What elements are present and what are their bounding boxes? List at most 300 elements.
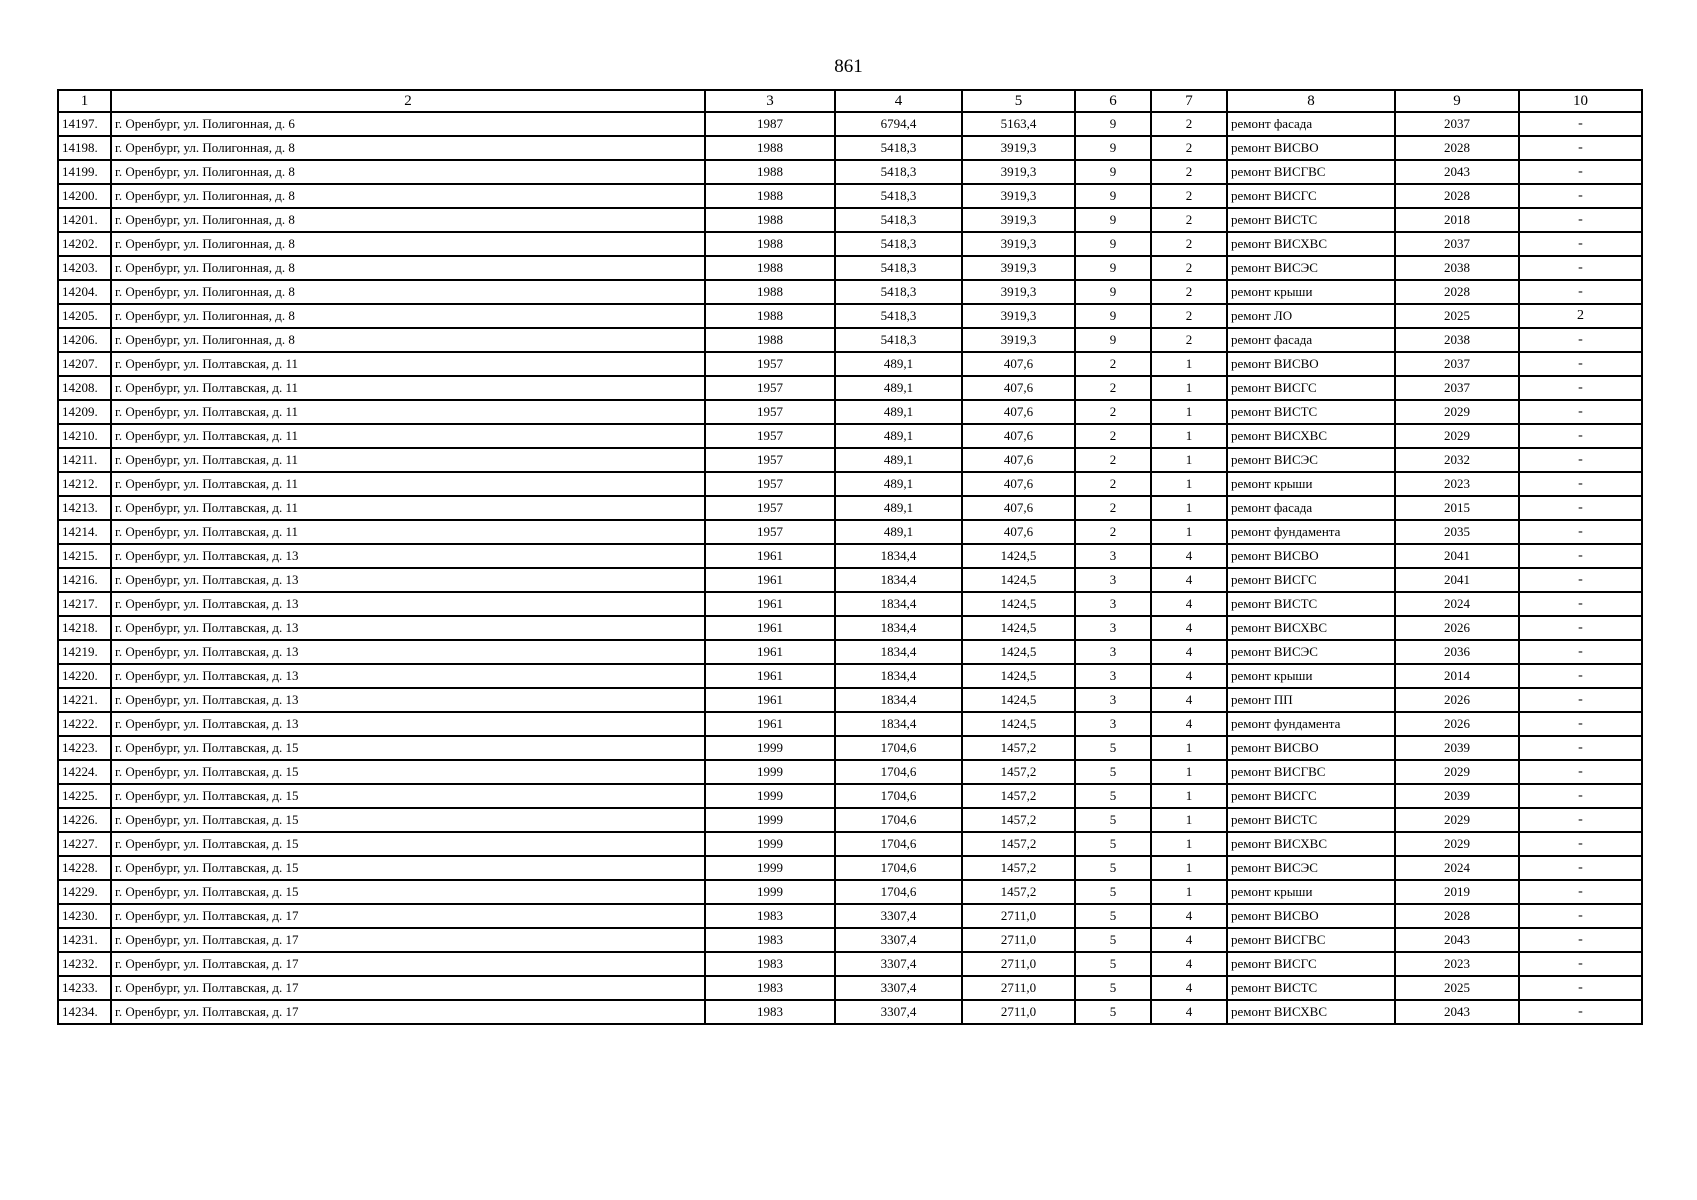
- build-year-cell: 1961: [705, 640, 835, 664]
- work-type-cell: ремонт ВИСТС: [1227, 976, 1395, 1000]
- total-area-cell: 489,1: [835, 376, 962, 400]
- work-type-cell: ремонт ВИСВО: [1227, 544, 1395, 568]
- living-area-cell: 3919,3: [962, 232, 1075, 256]
- work-type-cell: ремонт ВИСГВС: [1227, 928, 1395, 952]
- floors-cell: 2: [1075, 400, 1151, 424]
- floors-cell: 2: [1075, 376, 1151, 400]
- total-area-cell: 5418,3: [835, 304, 962, 328]
- work-type-cell: ремонт ВИСХВС: [1227, 616, 1395, 640]
- column-10-cell: -: [1519, 328, 1642, 352]
- column-header: 7: [1151, 90, 1227, 112]
- table-row: [58, 664, 1642, 688]
- planned-year-cell: 2029: [1395, 808, 1519, 832]
- row-number-cell: 14204.: [58, 280, 111, 304]
- table-row: [58, 784, 1642, 808]
- floors-cell: 9: [1075, 136, 1151, 160]
- floors-cell: 5: [1075, 976, 1151, 1000]
- planned-year-cell: 2028: [1395, 280, 1519, 304]
- row-number-cell: 14203.: [58, 256, 111, 280]
- total-area-cell: 1834,4: [835, 568, 962, 592]
- column-10-cell: -: [1519, 784, 1642, 808]
- work-type-cell: ремонт ВИСГС: [1227, 568, 1395, 592]
- build-year-cell: 1999: [705, 736, 835, 760]
- work-type-cell: ремонт ВИСХВС: [1227, 424, 1395, 448]
- column-header: 10: [1519, 90, 1642, 112]
- build-year-cell: 1957: [705, 472, 835, 496]
- planned-year-cell: 2029: [1395, 832, 1519, 856]
- table-row: [58, 280, 1642, 304]
- living-area-cell: 1457,2: [962, 784, 1075, 808]
- floors-cell: 9: [1075, 232, 1151, 256]
- living-area-cell: 2711,0: [962, 952, 1075, 976]
- floors-cell: 3: [1075, 664, 1151, 688]
- floors-cell: 5: [1075, 880, 1151, 904]
- build-year-cell: 1988: [705, 232, 835, 256]
- living-area-cell: 1424,5: [962, 544, 1075, 568]
- floors-cell: 5: [1075, 760, 1151, 784]
- planned-year-cell: 2037: [1395, 112, 1519, 136]
- planned-year-cell: 2026: [1395, 688, 1519, 712]
- row-number-cell: 14221.: [58, 688, 111, 712]
- build-year-cell: 1988: [705, 280, 835, 304]
- total-area-cell: 1834,4: [835, 640, 962, 664]
- address-cell: г. Оренбург, ул. Полтавская, д. 15: [111, 736, 705, 760]
- living-area-cell: 2711,0: [962, 928, 1075, 952]
- entrances-cell: 1: [1151, 520, 1227, 544]
- living-area-cell: 407,6: [962, 376, 1075, 400]
- entrances-cell: 2: [1151, 136, 1227, 160]
- table-row: [58, 952, 1642, 976]
- living-area-cell: 1424,5: [962, 664, 1075, 688]
- column-10-cell: -: [1519, 112, 1642, 136]
- table-row: [58, 328, 1642, 352]
- total-area-cell: 3307,4: [835, 1000, 962, 1024]
- planned-year-cell: 2036: [1395, 640, 1519, 664]
- total-area-cell: 5418,3: [835, 280, 962, 304]
- living-area-cell: 3919,3: [962, 208, 1075, 232]
- table-row: [58, 880, 1642, 904]
- address-cell: г. Оренбург, ул. Полтавская, д. 13: [111, 544, 705, 568]
- total-area-cell: 3307,4: [835, 928, 962, 952]
- total-area-cell: 5418,3: [835, 328, 962, 352]
- total-area-cell: 489,1: [835, 496, 962, 520]
- total-area-cell: 489,1: [835, 352, 962, 376]
- living-area-cell: 3919,3: [962, 184, 1075, 208]
- column-10-cell: -: [1519, 856, 1642, 880]
- planned-year-cell: 2037: [1395, 232, 1519, 256]
- build-year-cell: 1957: [705, 424, 835, 448]
- entrances-cell: 4: [1151, 688, 1227, 712]
- entrances-cell: 2: [1151, 328, 1227, 352]
- build-year-cell: 1999: [705, 856, 835, 880]
- build-year-cell: 1988: [705, 184, 835, 208]
- address-cell: г. Оренбург, ул. Полтавская, д. 15: [111, 880, 705, 904]
- row-number-cell: 14218.: [58, 616, 111, 640]
- entrances-cell: 1: [1151, 400, 1227, 424]
- planned-year-cell: 2028: [1395, 184, 1519, 208]
- column-10-cell: -: [1519, 184, 1642, 208]
- entrances-cell: 2: [1151, 208, 1227, 232]
- entrances-cell: 4: [1151, 640, 1227, 664]
- total-area-cell: 1704,6: [835, 760, 962, 784]
- column-10-cell: -: [1519, 280, 1642, 304]
- planned-year-cell: 2037: [1395, 376, 1519, 400]
- address-cell: г. Оренбург, ул. Полтавская, д. 15: [111, 832, 705, 856]
- living-area-cell: 407,6: [962, 352, 1075, 376]
- planned-year-cell: 2014: [1395, 664, 1519, 688]
- total-area-cell: 1834,4: [835, 544, 962, 568]
- build-year-cell: 1988: [705, 208, 835, 232]
- table-row: [58, 472, 1642, 496]
- table-row: [58, 184, 1642, 208]
- living-area-cell: 1457,2: [962, 832, 1075, 856]
- table-row: [58, 568, 1642, 592]
- column-10-cell: -: [1519, 208, 1642, 232]
- address-cell: г. Оренбург, ул. Полтавская, д. 13: [111, 640, 705, 664]
- living-area-cell: 1424,5: [962, 616, 1075, 640]
- column-10-cell: -: [1519, 832, 1642, 856]
- entrances-cell: 2: [1151, 184, 1227, 208]
- floors-cell: 2: [1075, 448, 1151, 472]
- table-row: [58, 232, 1642, 256]
- planned-year-cell: 2015: [1395, 496, 1519, 520]
- column-10-cell: -: [1519, 952, 1642, 976]
- total-area-cell: 489,1: [835, 520, 962, 544]
- build-year-cell: 1999: [705, 760, 835, 784]
- entrances-cell: 1: [1151, 784, 1227, 808]
- floors-cell: 5: [1075, 952, 1151, 976]
- address-cell: г. Оренбург, ул. Полигонная, д. 8: [111, 328, 705, 352]
- work-type-cell: ремонт ВИСЭС: [1227, 256, 1395, 280]
- row-number-cell: 14228.: [58, 856, 111, 880]
- row-number-cell: 14213.: [58, 496, 111, 520]
- entrances-cell: 1: [1151, 352, 1227, 376]
- table-body: [58, 112, 1642, 1024]
- floors-cell: 5: [1075, 784, 1151, 808]
- row-number-cell: 14214.: [58, 520, 111, 544]
- column-10-cell: -: [1519, 640, 1642, 664]
- build-year-cell: 1957: [705, 448, 835, 472]
- work-type-cell: ремонт фундамента: [1227, 520, 1395, 544]
- address-cell: г. Оренбург, ул. Полтавская, д. 11: [111, 496, 705, 520]
- work-type-cell: ремонт ЛО: [1227, 304, 1395, 328]
- planned-year-cell: 2029: [1395, 760, 1519, 784]
- total-area-cell: 489,1: [835, 424, 962, 448]
- row-number-cell: 14202.: [58, 232, 111, 256]
- work-type-cell: ремонт фасада: [1227, 496, 1395, 520]
- planned-year-cell: 2038: [1395, 328, 1519, 352]
- address-cell: г. Оренбург, ул. Полтавская, д. 17: [111, 928, 705, 952]
- planned-year-cell: 2035: [1395, 520, 1519, 544]
- row-number-cell: 14233.: [58, 976, 111, 1000]
- row-number-cell: 14207.: [58, 352, 111, 376]
- address-cell: г. Оренбург, ул. Полтавская, д. 11: [111, 352, 705, 376]
- entrances-cell: 1: [1151, 496, 1227, 520]
- build-year-cell: 1988: [705, 328, 835, 352]
- row-number-cell: 14232.: [58, 952, 111, 976]
- planned-year-cell: 2024: [1395, 592, 1519, 616]
- build-year-cell: 1999: [705, 832, 835, 856]
- table-row: [58, 376, 1642, 400]
- total-area-cell: 5418,3: [835, 160, 962, 184]
- address-cell: г. Оренбург, ул. Полтавская, д. 13: [111, 568, 705, 592]
- living-area-cell: 1424,5: [962, 592, 1075, 616]
- entrances-cell: 4: [1151, 544, 1227, 568]
- table-row: [58, 736, 1642, 760]
- address-cell: г. Оренбург, ул. Полтавская, д. 13: [111, 592, 705, 616]
- build-year-cell: 1961: [705, 688, 835, 712]
- work-type-cell: ремонт ВИСХВС: [1227, 1000, 1395, 1024]
- address-cell: г. Оренбург, ул. Полигонная, д. 8: [111, 160, 705, 184]
- entrances-cell: 4: [1151, 904, 1227, 928]
- work-type-cell: ремонт ВИСЭС: [1227, 448, 1395, 472]
- row-number-cell: 14199.: [58, 160, 111, 184]
- living-area-cell: 3919,3: [962, 328, 1075, 352]
- row-number-cell: 14227.: [58, 832, 111, 856]
- work-type-cell: ремонт ВИСТС: [1227, 808, 1395, 832]
- build-year-cell: 1988: [705, 256, 835, 280]
- living-area-cell: 1424,5: [962, 568, 1075, 592]
- address-cell: г. Оренбург, ул. Полигонная, д. 8: [111, 208, 705, 232]
- work-type-cell: ремонт ВИСЭС: [1227, 856, 1395, 880]
- total-area-cell: 1834,4: [835, 616, 962, 640]
- living-area-cell: 1457,2: [962, 808, 1075, 832]
- entrances-cell: 1: [1151, 472, 1227, 496]
- living-area-cell: 3919,3: [962, 304, 1075, 328]
- total-area-cell: 5418,3: [835, 232, 962, 256]
- planned-year-cell: 2037: [1395, 352, 1519, 376]
- entrances-cell: 2: [1151, 304, 1227, 328]
- column-10-cell: -: [1519, 1000, 1642, 1024]
- entrances-cell: 1: [1151, 808, 1227, 832]
- entrances-cell: 1: [1151, 424, 1227, 448]
- total-area-cell: 6794,4: [835, 112, 962, 136]
- column-header: 9: [1395, 90, 1519, 112]
- column-10-cell: -: [1519, 712, 1642, 736]
- row-number-cell: 14223.: [58, 736, 111, 760]
- planned-year-cell: 2043: [1395, 928, 1519, 952]
- total-area-cell: 489,1: [835, 472, 962, 496]
- work-type-cell: ремонт ПП: [1227, 688, 1395, 712]
- build-year-cell: 1961: [705, 616, 835, 640]
- row-number-cell: 14234.: [58, 1000, 111, 1024]
- total-area-cell: 489,1: [835, 448, 962, 472]
- entrances-cell: 1: [1151, 760, 1227, 784]
- floors-cell: 3: [1075, 544, 1151, 568]
- work-type-cell: ремонт ВИСГВС: [1227, 160, 1395, 184]
- entrances-cell: 4: [1151, 952, 1227, 976]
- table-row: [58, 304, 1642, 328]
- address-cell: г. Оренбург, ул. Полтавская, д. 15: [111, 808, 705, 832]
- build-year-cell: 1961: [705, 712, 835, 736]
- column-10-cell: -: [1519, 880, 1642, 904]
- work-type-cell: ремонт ВИСХВС: [1227, 232, 1395, 256]
- work-type-cell: ремонт ВИСГС: [1227, 952, 1395, 976]
- living-area-cell: 2711,0: [962, 976, 1075, 1000]
- address-cell: г. Оренбург, ул. Полигонная, д. 8: [111, 256, 705, 280]
- planned-year-cell: 2039: [1395, 736, 1519, 760]
- work-type-cell: ремонт ВИСГС: [1227, 184, 1395, 208]
- entrances-cell: 2: [1151, 280, 1227, 304]
- living-area-cell: 2711,0: [962, 904, 1075, 928]
- floors-cell: 2: [1075, 520, 1151, 544]
- total-area-cell: 5418,3: [835, 136, 962, 160]
- address-cell: г. Оренбург, ул. Полтавская, д. 11: [111, 472, 705, 496]
- total-area-cell: 1704,6: [835, 832, 962, 856]
- total-area-cell: 1834,4: [835, 712, 962, 736]
- total-area-cell: 3307,4: [835, 952, 962, 976]
- living-area-cell: 1457,2: [962, 736, 1075, 760]
- column-10-cell: -: [1519, 736, 1642, 760]
- work-type-cell: ремонт фасада: [1227, 328, 1395, 352]
- entrances-cell: 4: [1151, 568, 1227, 592]
- living-area-cell: 407,6: [962, 520, 1075, 544]
- floors-cell: 3: [1075, 592, 1151, 616]
- total-area-cell: 5418,3: [835, 184, 962, 208]
- planned-year-cell: 2041: [1395, 568, 1519, 592]
- column-10-cell: -: [1519, 160, 1642, 184]
- floors-cell: 3: [1075, 568, 1151, 592]
- address-cell: г. Оренбург, ул. Полтавская, д. 15: [111, 784, 705, 808]
- total-area-cell: 3307,4: [835, 904, 962, 928]
- table-row: [58, 760, 1642, 784]
- table-row: [58, 592, 1642, 616]
- address-cell: г. Оренбург, ул. Полтавская, д. 11: [111, 424, 705, 448]
- table-row: [58, 448, 1642, 472]
- row-number-cell: 14210.: [58, 424, 111, 448]
- work-type-cell: ремонт крыши: [1227, 880, 1395, 904]
- planned-year-cell: 2024: [1395, 856, 1519, 880]
- living-area-cell: 1457,2: [962, 856, 1075, 880]
- column-10-cell: -: [1519, 496, 1642, 520]
- row-number-cell: 14230.: [58, 904, 111, 928]
- column-header: 3: [705, 90, 835, 112]
- entrances-cell: 4: [1151, 928, 1227, 952]
- table-row: [58, 400, 1642, 424]
- row-number-cell: 14226.: [58, 808, 111, 832]
- floors-cell: 5: [1075, 856, 1151, 880]
- column-10-cell: -: [1519, 568, 1642, 592]
- row-number-cell: 14225.: [58, 784, 111, 808]
- entrances-cell: 4: [1151, 976, 1227, 1000]
- build-year-cell: 1999: [705, 808, 835, 832]
- row-number-cell: 14217.: [58, 592, 111, 616]
- work-type-cell: ремонт ВИСВО: [1227, 904, 1395, 928]
- living-area-cell: 1424,5: [962, 640, 1075, 664]
- living-area-cell: 1424,5: [962, 688, 1075, 712]
- column-10-cell: -: [1519, 688, 1642, 712]
- entrances-cell: 4: [1151, 1000, 1227, 1024]
- entrances-cell: 1: [1151, 376, 1227, 400]
- row-number-cell: 14211.: [58, 448, 111, 472]
- living-area-cell: 3919,3: [962, 136, 1075, 160]
- row-number-cell: 14220.: [58, 664, 111, 688]
- address-cell: г. Оренбург, ул. Полигонная, д. 8: [111, 184, 705, 208]
- planned-year-cell: 2023: [1395, 952, 1519, 976]
- floors-cell: 2: [1075, 496, 1151, 520]
- planned-year-cell: 2026: [1395, 712, 1519, 736]
- work-type-cell: ремонт ВИСВО: [1227, 736, 1395, 760]
- address-cell: г. Оренбург, ул. Полтавская, д. 15: [111, 856, 705, 880]
- entrances-cell: 4: [1151, 664, 1227, 688]
- floors-cell: 5: [1075, 928, 1151, 952]
- floors-cell: 3: [1075, 688, 1151, 712]
- living-area-cell: 3919,3: [962, 160, 1075, 184]
- address-cell: г. Оренбург, ул. Полтавская, д. 11: [111, 400, 705, 424]
- floors-cell: 3: [1075, 712, 1151, 736]
- planned-year-cell: 2032: [1395, 448, 1519, 472]
- planned-year-cell: 2028: [1395, 904, 1519, 928]
- total-area-cell: 5418,3: [835, 208, 962, 232]
- entrances-cell: 4: [1151, 712, 1227, 736]
- table-row: [58, 976, 1642, 1000]
- column-10-cell: -: [1519, 352, 1642, 376]
- living-area-cell: 3919,3: [962, 280, 1075, 304]
- address-cell: г. Оренбург, ул. Полтавская, д. 17: [111, 904, 705, 928]
- floors-cell: 5: [1075, 736, 1151, 760]
- address-cell: г. Оренбург, ул. Полигонная, д. 6: [111, 112, 705, 136]
- column-10-cell: -: [1519, 520, 1642, 544]
- row-number-cell: 14200.: [58, 184, 111, 208]
- address-cell: г. Оренбург, ул. Полтавская, д. 17: [111, 976, 705, 1000]
- work-type-cell: ремонт крыши: [1227, 664, 1395, 688]
- column-header: 6: [1075, 90, 1151, 112]
- address-cell: г. Оренбург, ул. Полтавская, д. 11: [111, 376, 705, 400]
- work-type-cell: ремонт ВИСЭС: [1227, 640, 1395, 664]
- table-row: [58, 160, 1642, 184]
- planned-year-cell: 2028: [1395, 136, 1519, 160]
- work-type-cell: ремонт ВИСВО: [1227, 136, 1395, 160]
- address-cell: г. Оренбург, ул. Полигонная, д. 8: [111, 136, 705, 160]
- floors-cell: 9: [1075, 280, 1151, 304]
- floors-cell: 9: [1075, 112, 1151, 136]
- build-year-cell: 1961: [705, 544, 835, 568]
- row-number-cell: 14224.: [58, 760, 111, 784]
- column-10-cell: -: [1519, 232, 1642, 256]
- row-number-cell: 14197.: [58, 112, 111, 136]
- column-10-cell: -: [1519, 472, 1642, 496]
- address-cell: г. Оренбург, ул. Полигонная, д. 8: [111, 304, 705, 328]
- floors-cell: 5: [1075, 832, 1151, 856]
- row-number-cell: 14219.: [58, 640, 111, 664]
- table-row: [58, 544, 1642, 568]
- floors-cell: 2: [1075, 424, 1151, 448]
- planned-year-cell: 2025: [1395, 976, 1519, 1000]
- total-area-cell: 1704,6: [835, 784, 962, 808]
- column-10-cell: -: [1519, 448, 1642, 472]
- living-area-cell: 407,6: [962, 448, 1075, 472]
- work-type-cell: ремонт ВИСТС: [1227, 400, 1395, 424]
- work-type-cell: ремонт фундамента: [1227, 712, 1395, 736]
- floors-cell: 5: [1075, 1000, 1151, 1024]
- planned-year-cell: 2039: [1395, 784, 1519, 808]
- column-10-cell: -: [1519, 256, 1642, 280]
- work-type-cell: ремонт крыши: [1227, 472, 1395, 496]
- work-type-cell: ремонт ВИСТС: [1227, 208, 1395, 232]
- build-year-cell: 1957: [705, 352, 835, 376]
- living-area-cell: 1424,5: [962, 712, 1075, 736]
- work-type-cell: ремонт ВИСВО: [1227, 352, 1395, 376]
- living-area-cell: 407,6: [962, 472, 1075, 496]
- address-cell: г. Оренбург, ул. Полтавская, д. 15: [111, 760, 705, 784]
- floors-cell: 2: [1075, 352, 1151, 376]
- column-header: 8: [1227, 90, 1395, 112]
- table-row: [58, 808, 1642, 832]
- build-year-cell: 1987: [705, 112, 835, 136]
- column-10-cell: -: [1519, 136, 1642, 160]
- column-10-cell: -: [1519, 808, 1642, 832]
- work-type-cell: ремонт ВИСХВС: [1227, 832, 1395, 856]
